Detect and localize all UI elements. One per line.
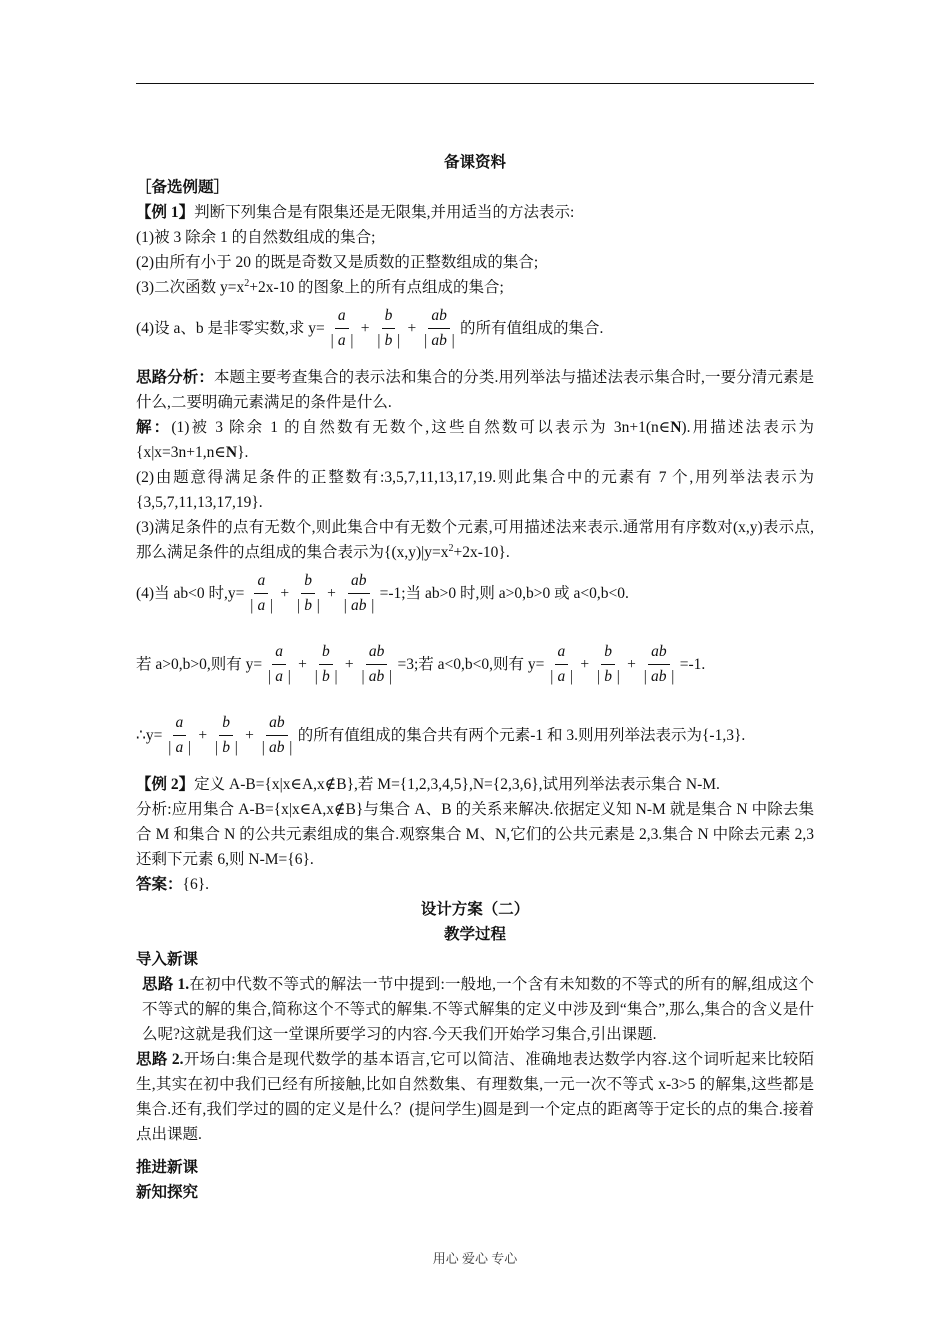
fraction-a: $\frac{a}{| a |}$ <box>328 304 356 353</box>
design-title: 设计方案（二） <box>420 901 530 918</box>
example-1-q4: (4)设 a、b 是非零实数,求 y= $\frac{a}{| a |}$ + $\frac{b}{| b |}$ + $\frac{ab}{| ab |}$ 的所有值组成的集合. <box>136 304 814 353</box>
fraction-b: $\frac{b}{| b |}$ <box>374 304 402 353</box>
section-backup: ［备选例题］ <box>136 179 230 196</box>
fraction-b: $\frac{b}{| b |}$ <box>212 711 240 760</box>
example-1-solution-6: ∴y= $\frac{a}{| a |}$ + $\frac{b}{| b |}$ + $\frac{ab}{| ab |}$ 的所有值组成的集合共有两个元素-1 和 3.则用列举法表示为{-1,3}. <box>136 711 814 760</box>
example-2-answer: 答案：{6}. <box>136 876 210 893</box>
fraction-ab: $\frac{ab}{| ab |}$ <box>641 640 677 689</box>
fraction-a: $\frac{a}{| a |}$ <box>547 640 575 689</box>
example-1-analysis: 思路分析：本题主要考查集合的表示法和集合的分类.用列举法与描述法表示集合时,一要分清元素是什么,二要明确元素满足的条件是什么. <box>136 369 814 411</box>
header-rule <box>136 83 814 84</box>
fraction-a: $\frac{a}{| a |}$ <box>265 640 293 689</box>
example-2-analysis: 分析:应用集合 A-B={x|x∈A,x∉B}与集合 A、B 的关系来解决.依据定义知 N-M 就是集合 N 中除去集合 M 和集合 N 的公共元素组成的集合.观察集合 M、N,它们的公共元素是 2,3.集合 N 中除去元素 2,3 还剩下元素 6,则 N-M={6}. <box>136 801 814 868</box>
explore-heading: 新知探究 <box>136 1184 199 1201</box>
fraction-b: $\frac{b}{| b |}$ <box>594 640 622 689</box>
example-1-solution-1: 解：(1)被 3 除余 1 的自然数有无数个,这些自然数可以表示为 3n+1(n∈N).用描述法表示为{x|x=3n+1,n∈N}. <box>136 419 814 461</box>
advance-heading: 推进新课 <box>136 1159 199 1176</box>
example-1-q3: (3)二次函数 $y=x^2+2x-10$ 的图象上的所有点组成的集合; <box>136 277 504 296</box>
fraction-ab: $\frac{ab}{| ab |}$ <box>341 569 377 618</box>
fraction-a: $\frac{a}{| a |}$ <box>247 569 275 618</box>
idea-1-paragraph: 思路 1.在初中代数不等式的解法一节中提到:一般地,一个含有未知数的不等式的所有的解,组成这个不等式的解的集合,简称这个不等式的解集.不等式解集的定义中涉及到“集合”,那么,集合的含义是什么呢?这就是我们这一堂课所要学习的内容.今天我们开始学习集合,引出课题. <box>142 976 814 1043</box>
example-1-q1: (1)被 3 除余 1 的自然数组成的集合; <box>136 229 376 246</box>
example-2-statement: 【例 2】定义 A-B={x|x∈A,x∉B},若 M={1,2,3,4,5},N={2,3,6},试用列举法表示集合 N-M. <box>136 776 720 793</box>
example-1-solution-3: (3)满足条件的点有无数个,则此集合中有无数个元素,可用描述法来表示.通常用有序数对(x,y)表示点,那么满足条件的点组成的集合表示为$\{(x,y)|y=x^2+2x-10\}$. <box>136 519 814 561</box>
idea-2-paragraph: 思路 2.开场白:集合是现代数学的基本语言,它可以简洁、准确地表达数学内容.这个词听起来比较陌生,其实在初中我们已经有所接触,比如自然数集、有理数集,一元一次不等式 x-3>5 的解集,这些都是集合.还有,我们学过的圆的定义是什么？(提问学生)圆是到一个定点的距离等于定长的点的集合.接着点出课题. <box>136 1051 814 1143</box>
process-title: 教学过程 <box>443 926 506 943</box>
example-1-solution-4: (4)当 ab<0 时,y= $\frac{a}{| a |}$ + $\frac{b}{| b |}$ + $\frac{ab}{| ab |}$ =-1;当 ab>0 时,则 a>0,b>0 或 a<0,b<0. <box>136 569 814 618</box>
page-title: 备课资料 <box>443 154 506 171</box>
intro-heading: 导入新课 <box>136 951 199 968</box>
page-content <box>136 150 814 1205</box>
fraction-ab: $\frac{ab}{| ab |}$ <box>359 640 395 689</box>
fraction-b: $\frac{b}{| b |}$ <box>294 569 322 618</box>
fraction-a: $\frac{a}{| a |}$ <box>165 711 193 760</box>
example-1-solution-2: (2)由题意得满足条件的正整数有:3,5,7,11,13,17,19.则此集合中的元素有 7 个,用列举法表示为{3,5,7,11,13,17,19}. <box>136 469 814 511</box>
example-1-statement: 【例 1】判断下列集合是有限集还是无限集,并用适当的方法表示: <box>136 204 575 221</box>
example-1-q2: (2)由所有小于 20 的既是奇数又是质数的正整数组成的集合; <box>136 254 539 271</box>
fraction-ab: $\frac{ab}{| ab |}$ <box>421 304 457 353</box>
example-1-solution-5: 若 a>0,b>0,则有 y= $\frac{a}{| a |}$ + $\frac{b}{| b |}$ + $\frac{ab}{| ab |}$ =3;若 a<0,b<0,则有 y= $\frac{a}{| a |}$ + $\frac{b}{| b |}$ + $\frac{ab}{| ab |}$ =-1. <box>136 640 814 689</box>
fraction-b: $\frac{b}{| b |}$ <box>312 640 340 689</box>
fraction-ab: $\frac{ab}{| ab |}$ <box>259 711 295 760</box>
page-footer: 用心 爱心 专心 <box>432 1251 518 1266</box>
